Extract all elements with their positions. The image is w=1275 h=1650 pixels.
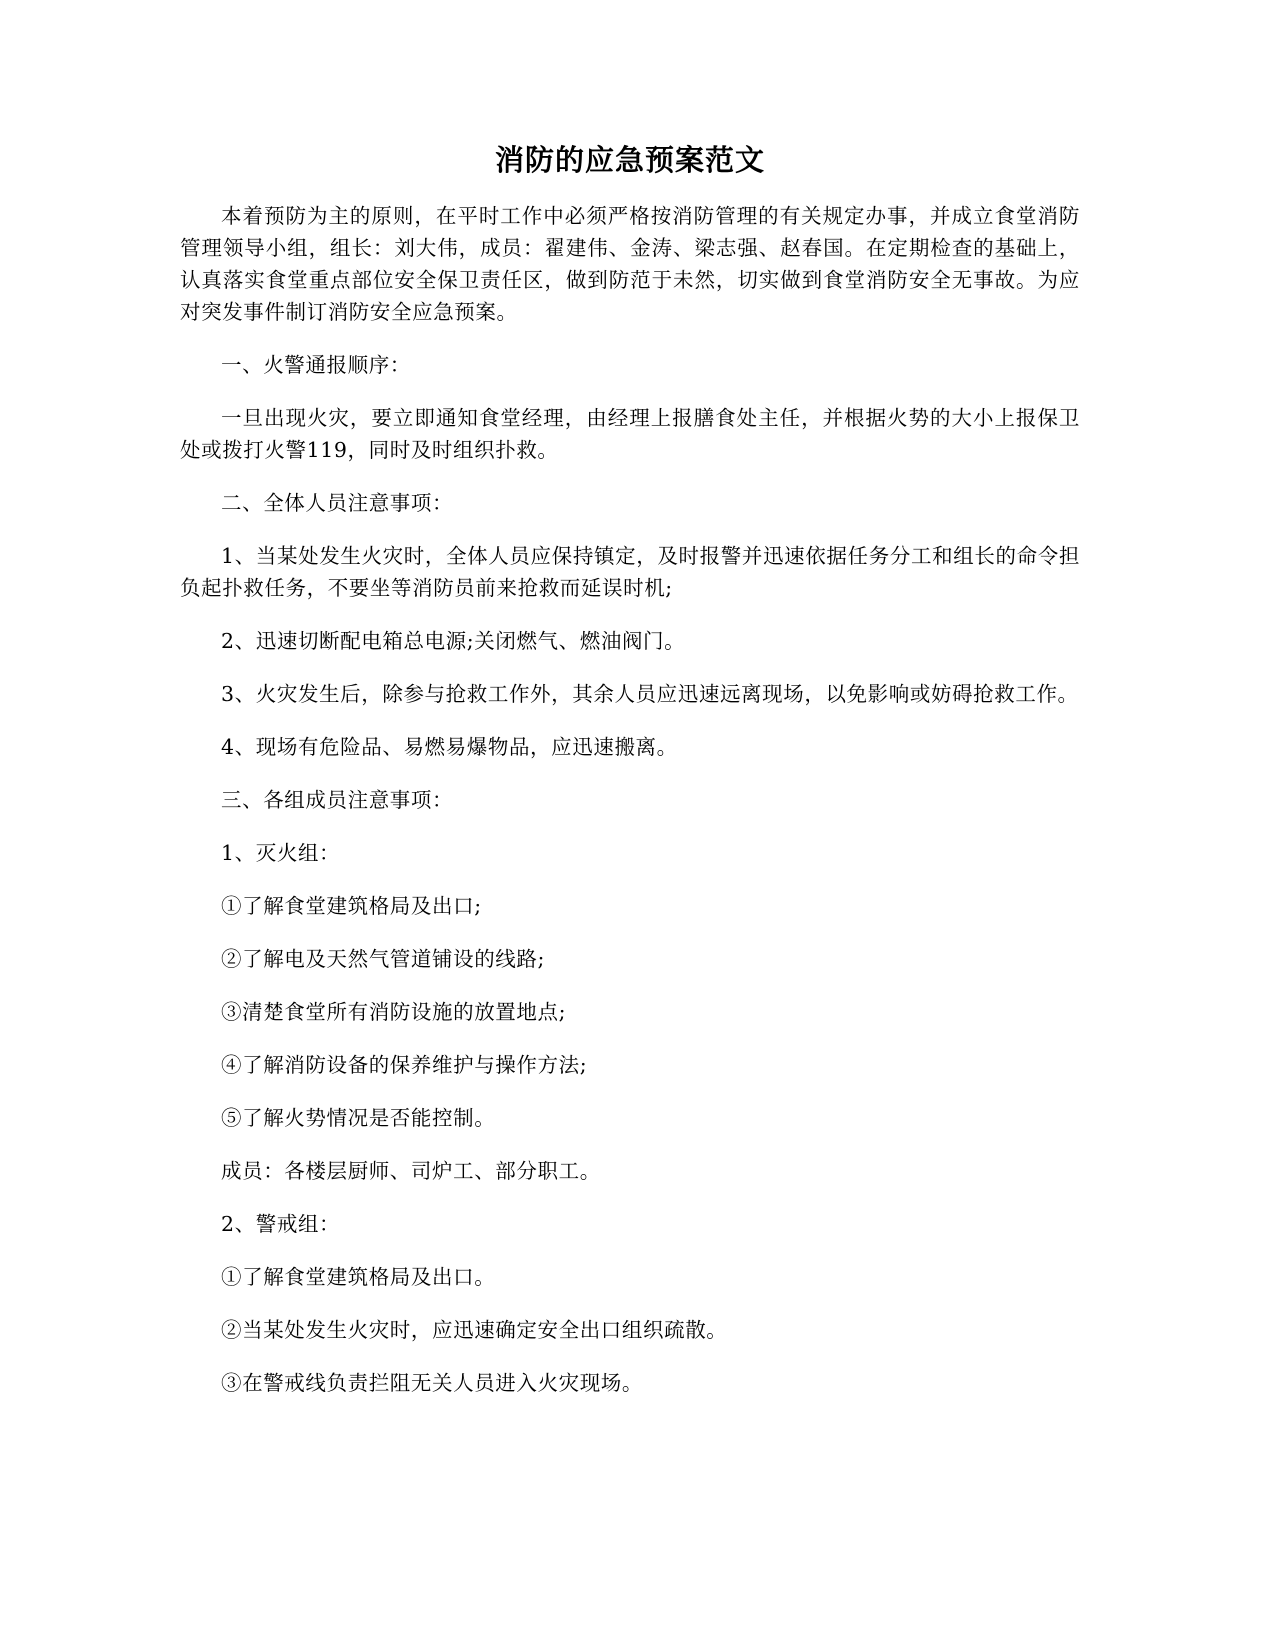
section-heading-fire-report-order: 一、火警通报顺序： <box>221 353 411 377</box>
list-item-fire-group-3: ③清楚食堂所有消防设施的放置地点; <box>221 1000 567 1024</box>
list-item-guard-group-3: ③在警戒线负责拦阻无关人员进入火灾现场。 <box>221 1371 643 1395</box>
list-item-guard-group-2: ②当某处发生火灾时，应迅速确定安全出口组织疏散。 <box>221 1318 728 1342</box>
list-item-staff-3: 3、火灾发生后，除参与抢救工作外，其余人员应迅速远离现场，以免影响或妨碍抢救工作。 <box>221 682 1079 706</box>
list-item-staff-1: 1、当某处发生火灾时，全体人员应保持镇定，及时报警并迅速依据任务分工和组长的命令担负起扑救任务，不要坐等消防员前来抢救而延误时机; <box>180 544 1080 600</box>
section-heading-group-members: 三、各组成员注意事项： <box>221 788 454 812</box>
list-item-fire-group-1: ①了解食堂建筑格局及出口; <box>221 894 482 918</box>
list-item-staff-2: 2、迅速切断配电箱总电源;关闭燃气、燃油阀门。 <box>221 629 686 653</box>
document-page <box>180 140 1080 1420</box>
fire-group-members: 成员：各楼层厨师、司炉工、部分职工。 <box>221 1159 601 1183</box>
list-item-guard-group-1: ①了解食堂建筑格局及出口。 <box>221 1265 496 1289</box>
section-heading-all-staff: 二、全体人员注意事项： <box>221 491 454 515</box>
list-item-fire-group-2: ②了解电及天然气管道铺设的线路; <box>221 947 546 971</box>
paragraph-fire-report: 一旦出现火灾，要立即通知食堂经理，由经理上报膳食处主任，并根据火势的大小上报保卫处或拨打火警119，同时及时组织扑救。 <box>180 406 1080 462</box>
paragraph-intro: 本着预防为主的原则，在平时工作中必须严格按消防管理的有关规定办事，并成立食堂消防管理领导小组，组长：刘大伟，成员：翟建伟、金涛、梁志强、赵春国。在定期检查的基础上，认真落实食堂重点部位安全保卫责任区，做到防范于未然，切实做到食堂消防安全无事故。为应对突发事件制订消防安全应急预案。 <box>180 204 1080 324</box>
list-item-fire-group-4: ④了解消防设备的保养维护与操作方法; <box>221 1053 588 1077</box>
list-item-fire-group-5: ⑤了解火势情况是否能控制。 <box>221 1106 496 1130</box>
document-title: 消防的应急预案范文 <box>494 143 765 177</box>
subheading-guard-group: 2、警戒组： <box>221 1212 341 1236</box>
list-item-staff-4: 4、现场有危险品、易燃易爆物品，应迅速搬离。 <box>221 735 678 759</box>
subheading-fire-fighting-group: 1、灭火组： <box>221 841 341 865</box>
